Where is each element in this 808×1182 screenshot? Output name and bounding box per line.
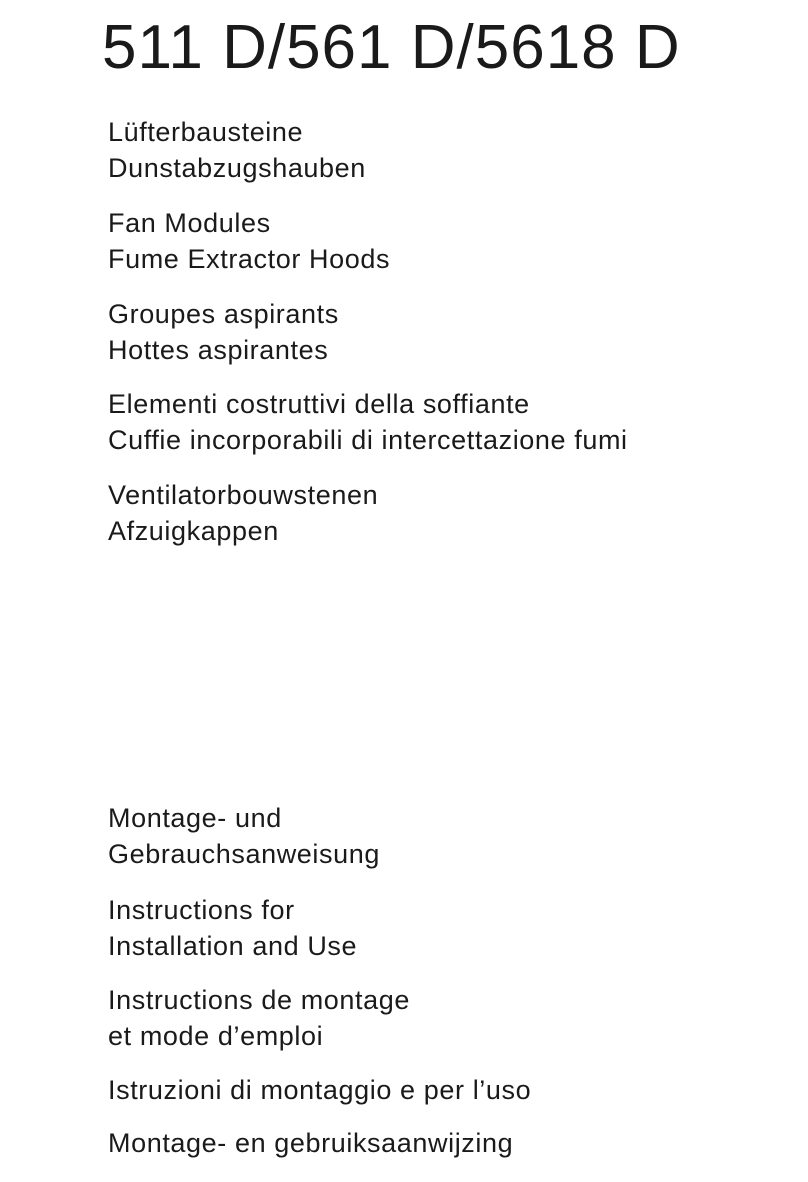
instructions-de-line2: Gebrauchsanweisung (108, 839, 380, 869)
product-name-de (108, 114, 366, 186)
instructions-en (108, 892, 357, 964)
instructions-fr (108, 982, 410, 1054)
product-name-nl (108, 477, 378, 549)
instructions-en-line2: Installation and Use (108, 931, 358, 961)
product-name-fr-line2: Hottes aspirantes (108, 335, 329, 365)
product-name-de-line1: Lüfterbausteine (108, 117, 304, 147)
product-name-it-line2: Cuffie incorporabili di intercettazione fumi (108, 425, 628, 455)
instructions-it-line1: Istruzioni di montaggio e per l’uso (108, 1075, 532, 1105)
instructions-de-line1: Montage- und (108, 803, 282, 833)
instructions-fr-line1: Instructions de montage (108, 985, 410, 1015)
product-name-en (108, 205, 390, 277)
instructions-de (108, 800, 380, 872)
product-name-it (108, 386, 628, 458)
product-name-de-line2: Dunstabzugshauben (108, 153, 366, 183)
instructions-nl (108, 1125, 513, 1161)
product-name-it-line1: Elementi costruttivi della soffiante (108, 389, 530, 419)
instructions-nl-line1: Montage- en gebruiksaanwijzing (108, 1128, 514, 1158)
product-name-nl-line2: Afzuigkappen (108, 516, 279, 546)
product-name-nl-line1: Ventilatorbouwstenen (108, 480, 379, 510)
product-name-en-line2: Fume Extractor Hoods (108, 244, 391, 274)
model-title: 511 D/561 D/5618 D (102, 13, 681, 82)
instructions-en-line1: Instructions for (108, 895, 295, 925)
product-name-fr-line1: Groupes aspirants (108, 299, 339, 329)
instructions-it (108, 1072, 531, 1108)
product-name-en-line1: Fan Modules (108, 208, 271, 238)
instructions-fr-line2: et mode d’emploi (108, 1021, 324, 1051)
product-name-fr (108, 296, 339, 368)
